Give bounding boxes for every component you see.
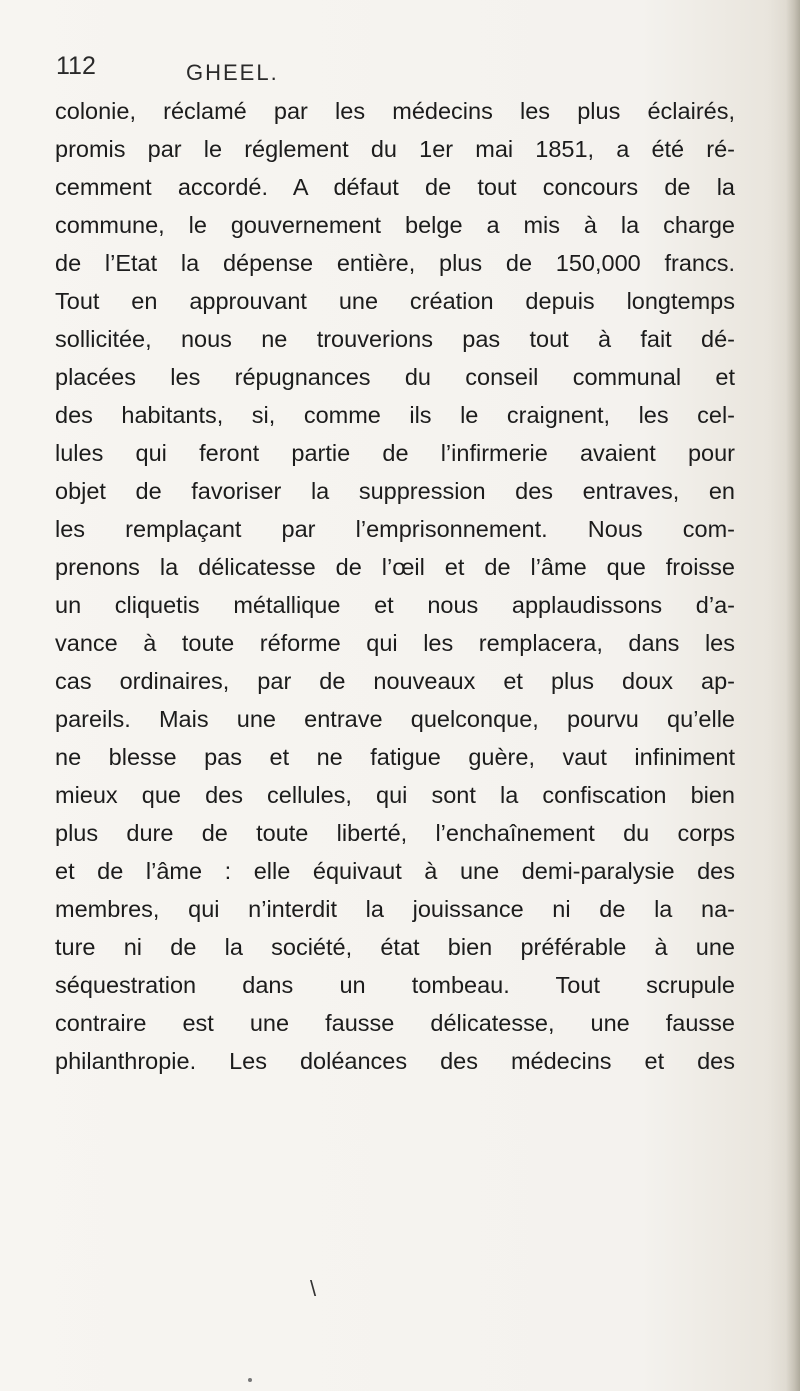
ink-speck: [248, 1378, 252, 1382]
text-line: ne blesse pas et ne fatigue guère, vaut infiniment: [55, 744, 735, 770]
text-line: placées les répugnances du conseil communal et: [55, 364, 735, 390]
text-line: colonie, réclamé par les médecins les plus éclairés,: [55, 98, 735, 124]
text-line: membres, qui n’interdit la jouissance ni de la na-: [55, 896, 735, 922]
text-line: cas ordinaires, par de nouveaux et plus doux ap-: [55, 668, 735, 694]
text-line: de l’Etat la dépense entière, plus de 150,000 francs.: [55, 250, 735, 276]
page-edge-shadow: [786, 0, 800, 1391]
running-head: GHEEL.: [186, 60, 279, 85]
text-line: plus dure de toute liberté, l’enchaînement du corps: [55, 820, 735, 846]
page-header: [56, 52, 716, 92]
text-line: des habitants, si, comme ils le craignent, les cel-: [55, 402, 735, 428]
text-line: prenons la délicatesse de l’œil et de l’âme que froisse: [55, 554, 735, 580]
text-line: séquestration dans un tombeau. Tout scrupule: [55, 972, 735, 998]
text-line: un cliquetis métallique et nous applaudissons d’a-: [55, 592, 735, 618]
stray-mark: \: [310, 1276, 317, 1301]
text-line: pareils. Mais une entrave quelconque, pourvu qu’elle: [55, 706, 735, 732]
text-line: Tout en approuvant une création depuis longtemps: [55, 288, 735, 314]
text-line: cemment accordé. A défaut de tout concours de la: [55, 174, 735, 200]
text-line: promis par le réglement du 1er mai 1851, a été ré-: [55, 136, 735, 162]
text-line: les remplaçant par l’emprisonnement. Nous com-: [55, 516, 735, 542]
text-line: mieux que des cellules, qui sont la confiscation bien: [55, 782, 735, 808]
text-line: vance à toute réforme qui les remplacera, dans les: [55, 630, 735, 656]
text-line: philanthropie. Les doléances des médecins et des: [55, 1048, 735, 1074]
page-number: 112: [56, 52, 96, 80]
text-line: commune, le gouvernement belge a mis à la charge: [55, 212, 735, 238]
text-line: lules qui feront partie de l’infirmerie avaient pour: [55, 440, 735, 466]
body-text: [55, 92, 735, 1080]
text-line: sollicitée, nous ne trouverions pas tout à fait dé-: [55, 326, 735, 352]
text-line: contraire est une fausse délicatesse, une fausse: [55, 1010, 735, 1036]
text-line: ture ni de la société, état bien préférable à une: [55, 934, 735, 960]
text-line: objet de favoriser la suppression des entraves, en: [55, 478, 735, 504]
text-line: et de l’âme : elle équivaut à une demi-paralysie des: [55, 858, 735, 884]
